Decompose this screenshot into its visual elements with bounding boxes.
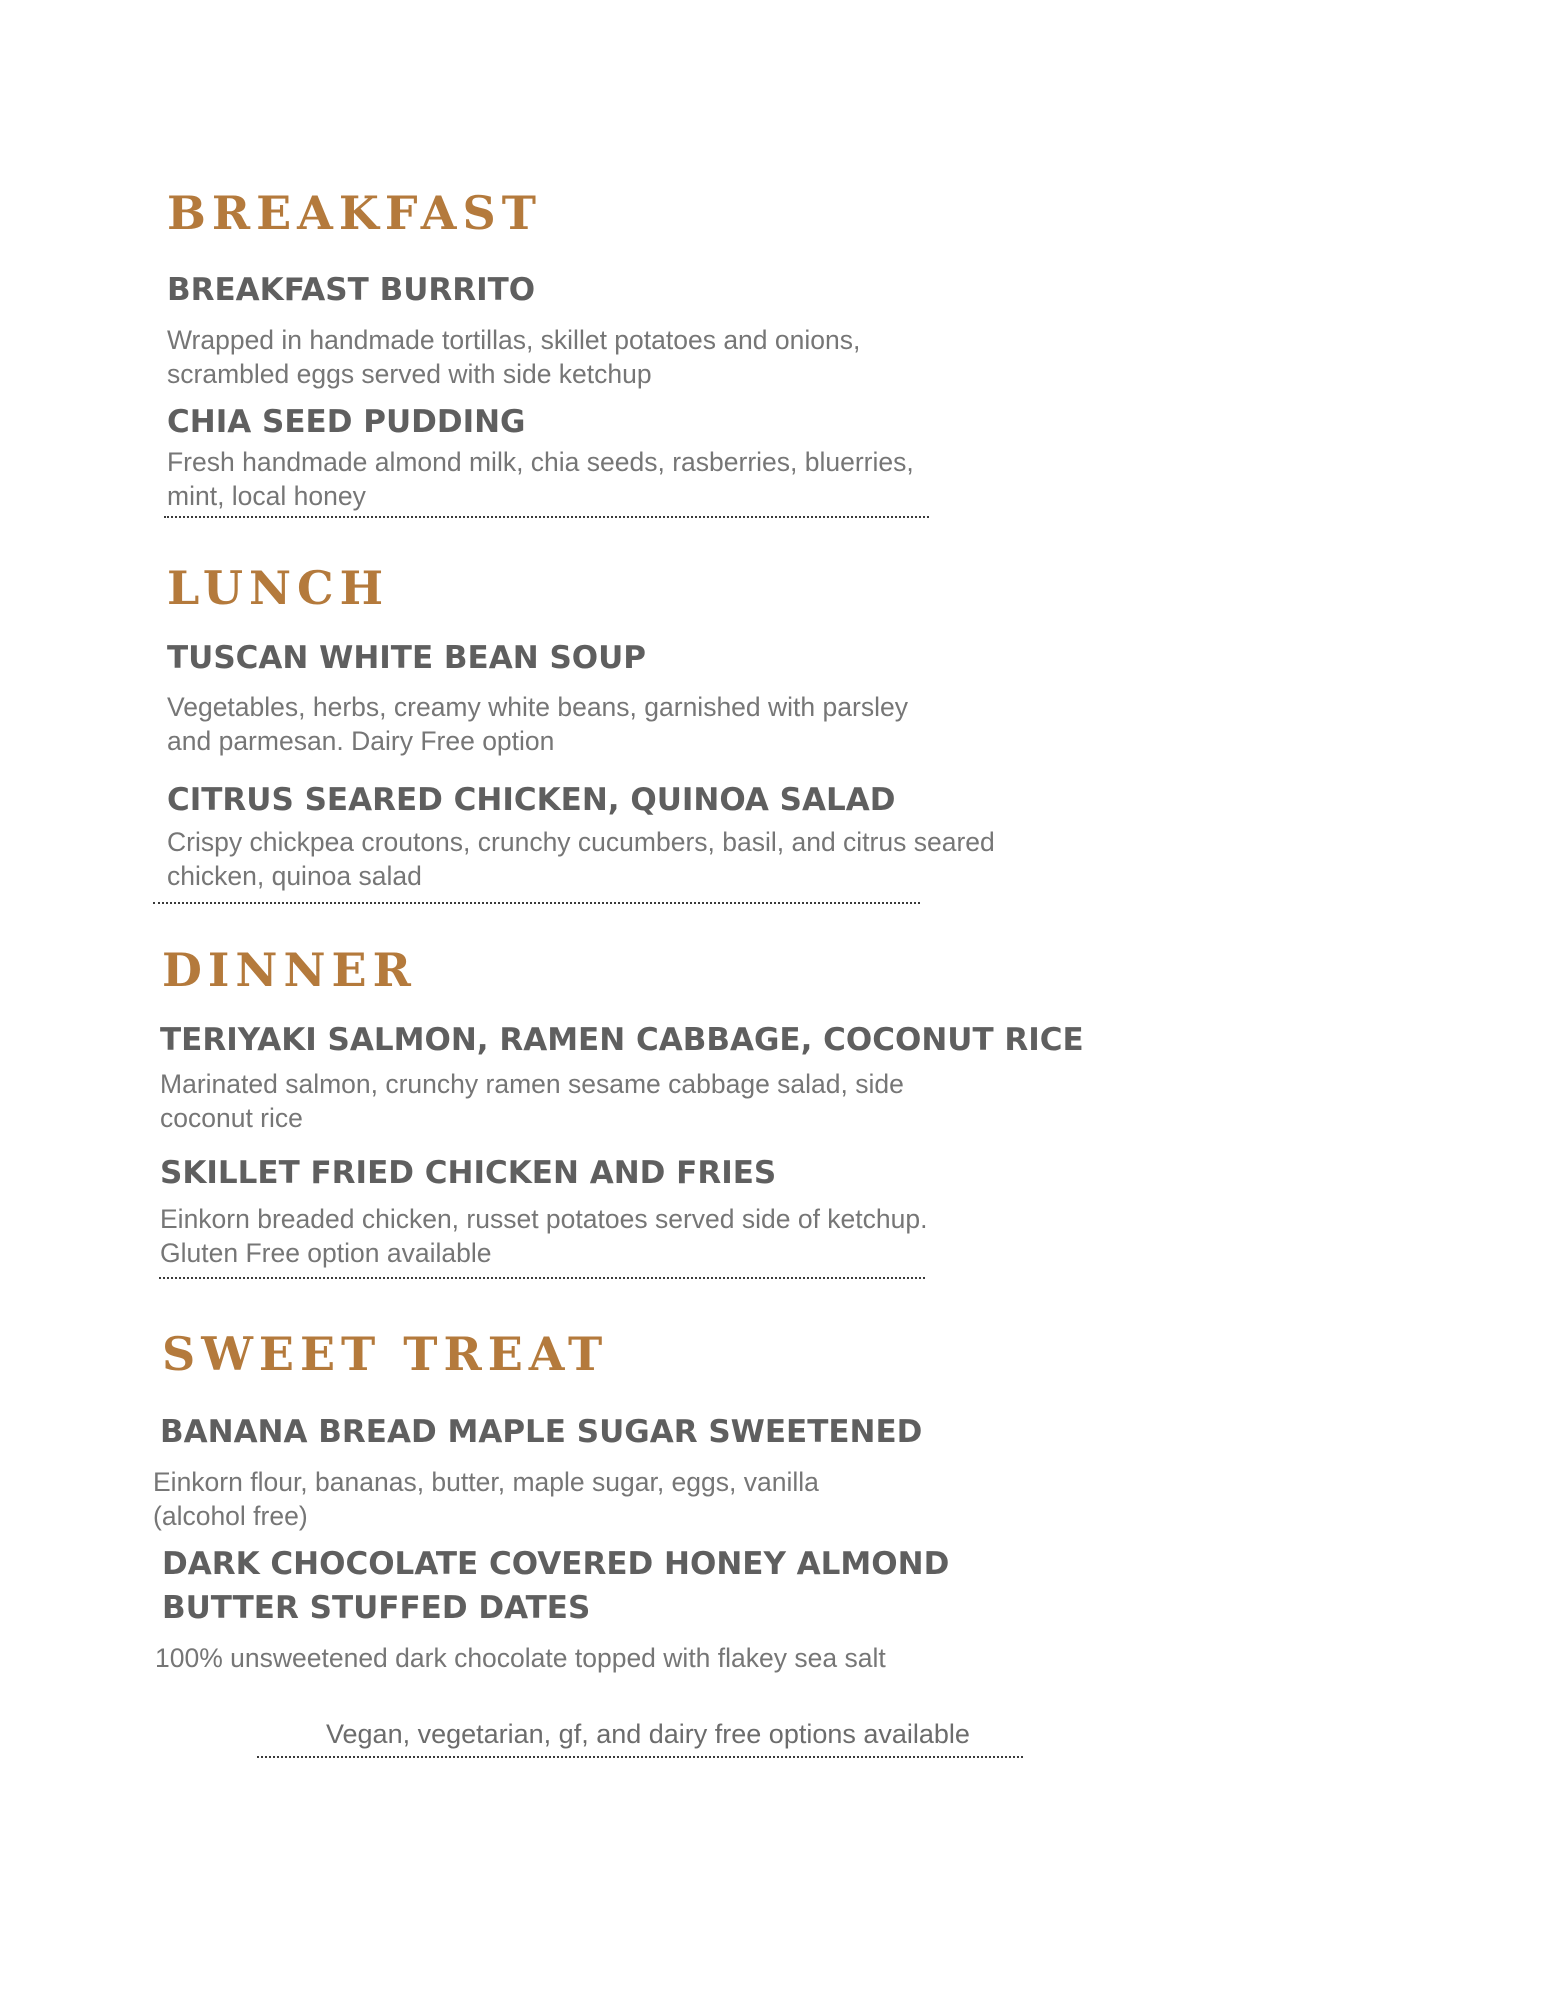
section-title-sweet-treat: SWEET TREAT xyxy=(162,1327,609,1381)
section-divider xyxy=(164,516,929,518)
item-desc-breakfast-burrito: Wrapped in handmade tortillas, skillet potatoes and onions, scrambled eggs served with side ketchup xyxy=(167,325,861,389)
section-divider xyxy=(153,902,920,904)
item-title-skillet-fried-chicken: SKILLET FRIED CHICKEN AND FRIES xyxy=(160,1155,777,1191)
item-desc-banana-bread: Einkorn flour, bananas, butter, maple sugar, eggs, vanilla (alcohol free) xyxy=(153,1467,819,1531)
item-title-breakfast-burrito: BREAKFAST BURRITO xyxy=(167,272,536,308)
section-title-dinner: DINNER xyxy=(162,943,417,997)
item-desc-chia-seed-pudding: Fresh handmade almond milk, chia seeds, rasberries, bluerries, mint, local honey xyxy=(167,447,914,511)
item-title-teriyaki-salmon: TERIYAKI SALMON, RAMEN CABBAGE, COCONUT RICE xyxy=(160,1022,1084,1058)
dietary-options-note: Vegan, vegetarian, gf, and dairy free options available xyxy=(326,1719,970,1749)
item-title-tuscan-white-bean-soup: TUSCAN WHITE BEAN SOUP xyxy=(167,640,647,676)
section-title-lunch: LUNCH xyxy=(167,561,390,615)
item-desc-teriyaki-salmon: Marinated salmon, crunchy ramen sesame cabbage salad, side coconut rice xyxy=(160,1069,904,1133)
section-divider xyxy=(159,1277,925,1279)
item-title-citrus-seared-chicken: CITRUS SEARED CHICKEN, QUINOA SALAD xyxy=(167,782,896,818)
item-desc-tuscan-white-bean-soup: Vegetables, herbs, creamy white beans, garnished with parsley and parmesan. Dairy Free option xyxy=(167,692,908,756)
item-desc-chocolate-dates: 100% unsweetened dark chocolate topped with flakey sea salt xyxy=(155,1643,886,1673)
item-desc-citrus-seared-chicken: Crispy chickpea croutons, crunchy cucumbers, basil, and citrus seared chicken, quinoa salad xyxy=(167,827,995,891)
section-title-breakfast: BREAKFAST xyxy=(167,186,542,240)
item-desc-skillet-fried-chicken: Einkorn breaded chicken, russet potatoes served side of ketchup. Gluten Free option available xyxy=(160,1204,928,1268)
item-title-banana-bread: BANANA BREAD MAPLE SUGAR SWEETENED xyxy=(160,1414,923,1450)
item-title-chia-seed-pudding: CHIA SEED PUDDING xyxy=(167,404,526,440)
footnote-divider xyxy=(257,1756,1023,1758)
item-title-chocolate-dates: DARK CHOCOLATE COVERED HONEY ALMOND BUTTER STUFFED DATES xyxy=(162,1546,950,1626)
